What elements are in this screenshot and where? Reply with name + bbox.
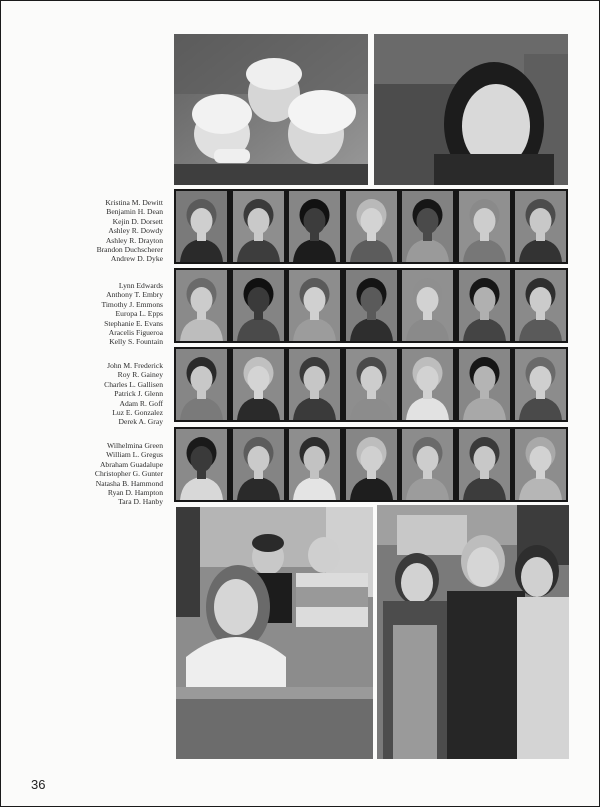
student-portrait: [289, 191, 340, 262]
student-name: Natasha B. Hammond: [95, 478, 163, 488]
names-row-3: [61, 361, 163, 427]
cafeteria-group-photo: [174, 34, 368, 185]
student-portrait: [402, 349, 453, 420]
student-portrait: [459, 429, 510, 500]
student-name: William L. Gregus: [106, 450, 163, 460]
student-name: Kristina M. Dewitt: [105, 198, 163, 207]
student-name: Wilhelmina Green: [107, 441, 163, 450]
student-name: Adam R. Goff: [119, 398, 163, 408]
student-name: Derek A. Gray: [118, 417, 163, 427]
portrait-row-1: [174, 189, 568, 264]
student-name: Ashley R. Drayton: [105, 235, 163, 245]
names-row-2: [61, 281, 163, 347]
student-portrait: [233, 191, 284, 262]
classroom-photo: [176, 507, 373, 759]
student-portrait: [459, 270, 510, 341]
student-name: Luz E. Gonzalez: [112, 408, 163, 418]
student-name: Roy R. Gainey: [117, 370, 163, 380]
student-portrait: [402, 429, 453, 500]
playground-group-photo: [377, 505, 569, 759]
student-name: Europa L. Epps: [115, 309, 163, 319]
student-portrait: [459, 191, 510, 262]
student-portrait: [176, 349, 227, 420]
student-portrait: [346, 429, 397, 500]
student-name: Aracelis Figueroa: [108, 328, 163, 338]
student-name: Patrick J. Glenn: [114, 389, 163, 399]
student-name: John M. Frederick: [107, 361, 163, 370]
student-name: Charles L. Gallisen: [104, 379, 163, 389]
student-portrait: [289, 270, 340, 341]
student-portrait: [233, 429, 284, 500]
student-portrait: [176, 429, 227, 500]
student-name: Ashley R. Dowdy: [108, 226, 163, 236]
names-row-4: [61, 441, 163, 507]
student-portrait: [346, 191, 397, 262]
student-name: Abraham Guadalupe: [99, 459, 163, 469]
portrait-row-4: [174, 427, 568, 502]
student-name: Stephanie E. Evans: [104, 318, 163, 328]
student-name: Ryan D. Hampton: [107, 488, 163, 498]
student-name: Tara D. Hanby: [118, 497, 163, 507]
student-portrait: [233, 270, 284, 341]
student-portrait: [233, 349, 284, 420]
student-portrait: [176, 191, 227, 262]
student-name: Brandon Duchscherer: [96, 245, 163, 255]
student-name: Kejin D. Dorsett: [112, 216, 163, 226]
portrait-row-3: [174, 347, 568, 422]
student-portrait: [515, 349, 566, 420]
portrait-row-2: [174, 268, 568, 343]
student-name: Kelly S. Fountain: [109, 337, 163, 347]
student-name: Lynn Edwards: [118, 281, 163, 290]
student-portrait: [515, 270, 566, 341]
page-number: 36: [31, 777, 46, 792]
student-portrait: [346, 270, 397, 341]
student-name: Christopher G. Gunter: [94, 469, 163, 479]
student-portrait: [402, 270, 453, 341]
student-portrait: [346, 349, 397, 420]
smiling-student-photo: [374, 34, 568, 185]
names-row-1: [61, 198, 163, 264]
student-portrait: [289, 429, 340, 500]
student-name: Andrew D. Dyke: [110, 254, 163, 264]
student-portrait: [459, 349, 510, 420]
student-portrait: [515, 429, 566, 500]
student-name: Anthony T. Embry: [106, 290, 163, 300]
student-portrait: [402, 191, 453, 262]
student-name: Timothy J. Emmons: [101, 299, 163, 309]
student-portrait: [289, 349, 340, 420]
student-portrait: [515, 191, 566, 262]
student-portrait: [176, 270, 227, 341]
student-name: Benjamin H. Dean: [106, 207, 163, 217]
